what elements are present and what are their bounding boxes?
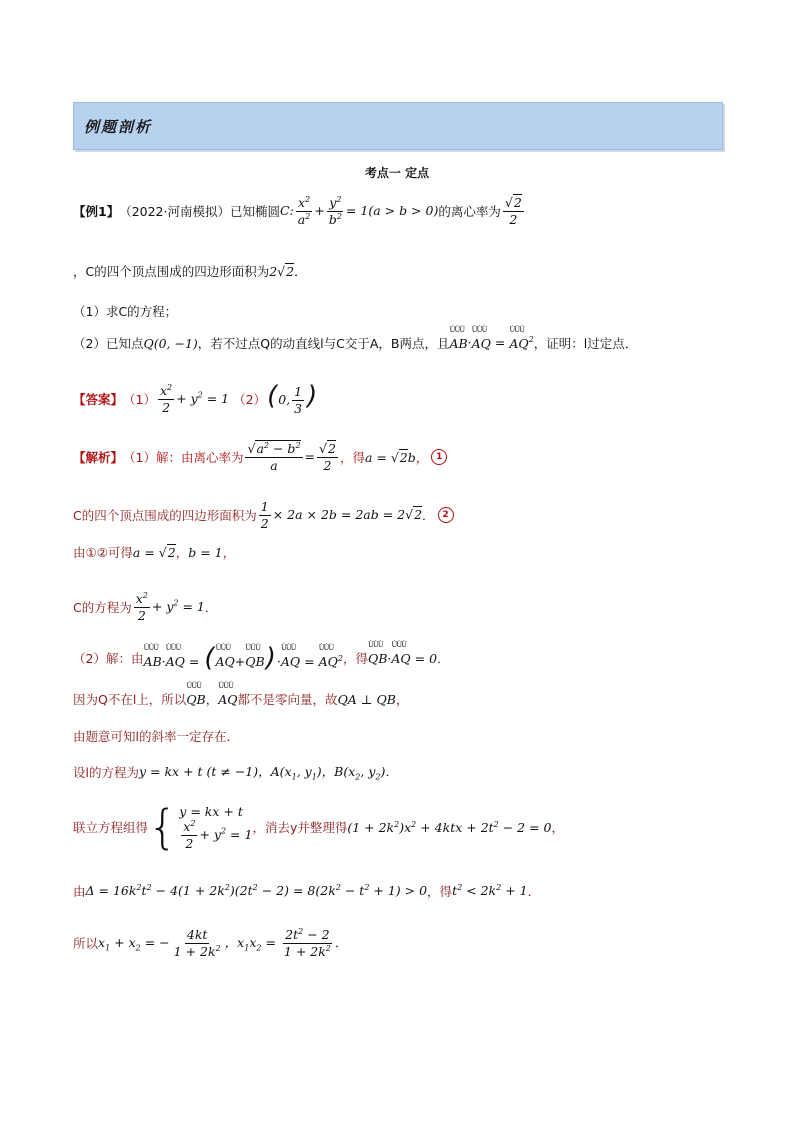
solution-line-10: 由 $\Delta = 16k^2t^2 - 4(1 + 2k^2)(2t^2 - 2) = 8(2k^2 - t^2 + 1) > 0$ ，得 $t^2 < 2k^2 + 1$ ． — [73, 883, 541, 899]
problem-source: （2022·河南模拟）已知椭圆 — [119, 204, 280, 220]
solution-line-2: C的四个顶点围成的四边形面积为 $\frac{1}{2}$ × 2a × 2b = 2ab = 2√2 ． 2 — [73, 500, 454, 531]
answer-label: 【答案】 — [73, 392, 124, 408]
solution-line-9: 联立方程组得 { y = kx + t $\frac{x^2}{2}$ + $y^2 = 1$ ，消去y并整理得 $(1 + 2k^2)x^2 + 4ktx + 2t^2 - 2 = 0$ ， — [73, 800, 565, 855]
problem-line-1 — [73, 196, 526, 227]
answer-point: (0, $\frac{1}{3}$ ) — [267, 381, 318, 416]
marker-1: 1 — [431, 449, 447, 465]
area-text: ，C的四个顶点围成的四边形面积为 — [73, 264, 270, 279]
solution-line-6: 因为Q不在l上，所以 ÙÙÙ QB ， ÙÙÙ AQ 都不是零向量，故 QA ⊥ QB ， — [73, 690, 409, 708]
answer-equation: $\frac{x^2}{2}$ + $y^2 = 1$ — [159, 383, 230, 415]
area-value: 2√2 — [269, 263, 295, 279]
question-1: （1）求C的方程； — [73, 304, 178, 319]
solution-line-1: 【解析】 （1）解：由离心率为 $\frac{√a^2 - b^2}{a}$ = $\frac{√2}{2}$ ，得 a = √2b ， 1 — [73, 442, 447, 473]
section-title: 考点一 定点 — [364, 166, 430, 180]
equation-system: y = kx + t $\frac{x^2}{2}$ + $y^2 = 1$ — [179, 804, 253, 852]
solution-line-4: C的方程为 $\frac{x^2}{2}$ + $y^2 = 1$ ． — [73, 591, 218, 623]
point-q: Q(0, −1) — [143, 335, 198, 351]
solution-label: 【解析】 — [73, 450, 124, 466]
eccentricity-value: $\frac{√2}{2}$ — [504, 195, 522, 227]
solution-line-7: 由题意可知l的斜率一定存在． — [73, 729, 239, 744]
ellipse-equation: C: $\frac{x^2}{a^2}$ + $\frac{y^2}{b^2}$ = 1(a > b > 0) — [280, 195, 439, 228]
solution-line-5: （2）解：由 ÙÙÙ AB·ÙÙÙ AQ = (ÙÙÙ AQ+ÙÙÙ QB)·ÙÙÙ AQ = ÙÙÙ $AQ^2$ ，得 ÙÙÙ QB·ÙÙÙ AQ = 0 ． — [73, 645, 450, 671]
marker-2: 2 — [438, 507, 454, 523]
solution-line-3: 由①②可得 a = √2 ， b = 1 ， — [73, 544, 236, 560]
solution-line-11: 所以 $x_1 + x_2$ = − $\frac{4kt}{1 + 2k^2}$ ，$x_1x_2$ = $\frac{2t^2 - 2}{1 + 2k^2}$ ． — [73, 927, 348, 960]
problem-label: 【例1】 — [73, 204, 120, 220]
question-2: （2）已知点 Q(0, −1) ，若不过点Q的动直线l与C交于A，B两点，且 ÙÙÙ AB·ÙÙÙ AQ = ÙÙÙ $AQ^2$ ，证明：l过定点． — [73, 334, 637, 352]
section-banner — [73, 102, 723, 150]
banner-title: 例题剖析 — [84, 118, 153, 136]
eccentricity-text: 的离心率为 — [438, 204, 501, 220]
problem-line-2: ，C的四个顶点围成的四边形面积为 2√2 ． — [73, 263, 307, 279]
answer-line: 【答案】 （1） $\frac{x^2}{2}$ + $y^2 = 1$ （2） (0, $\frac{1}{3}$ ) — [73, 381, 318, 416]
solution-line-8: 设l的方程为 y = kx + t (t ≠ −1)，$A(x_1$, $y_1$)，$B(x_2$, $y_2$)． — [73, 764, 398, 782]
vector-condition: ÙÙÙ AB·ÙÙÙ AQ = ÙÙÙ $AQ^2$ — [449, 335, 533, 350]
